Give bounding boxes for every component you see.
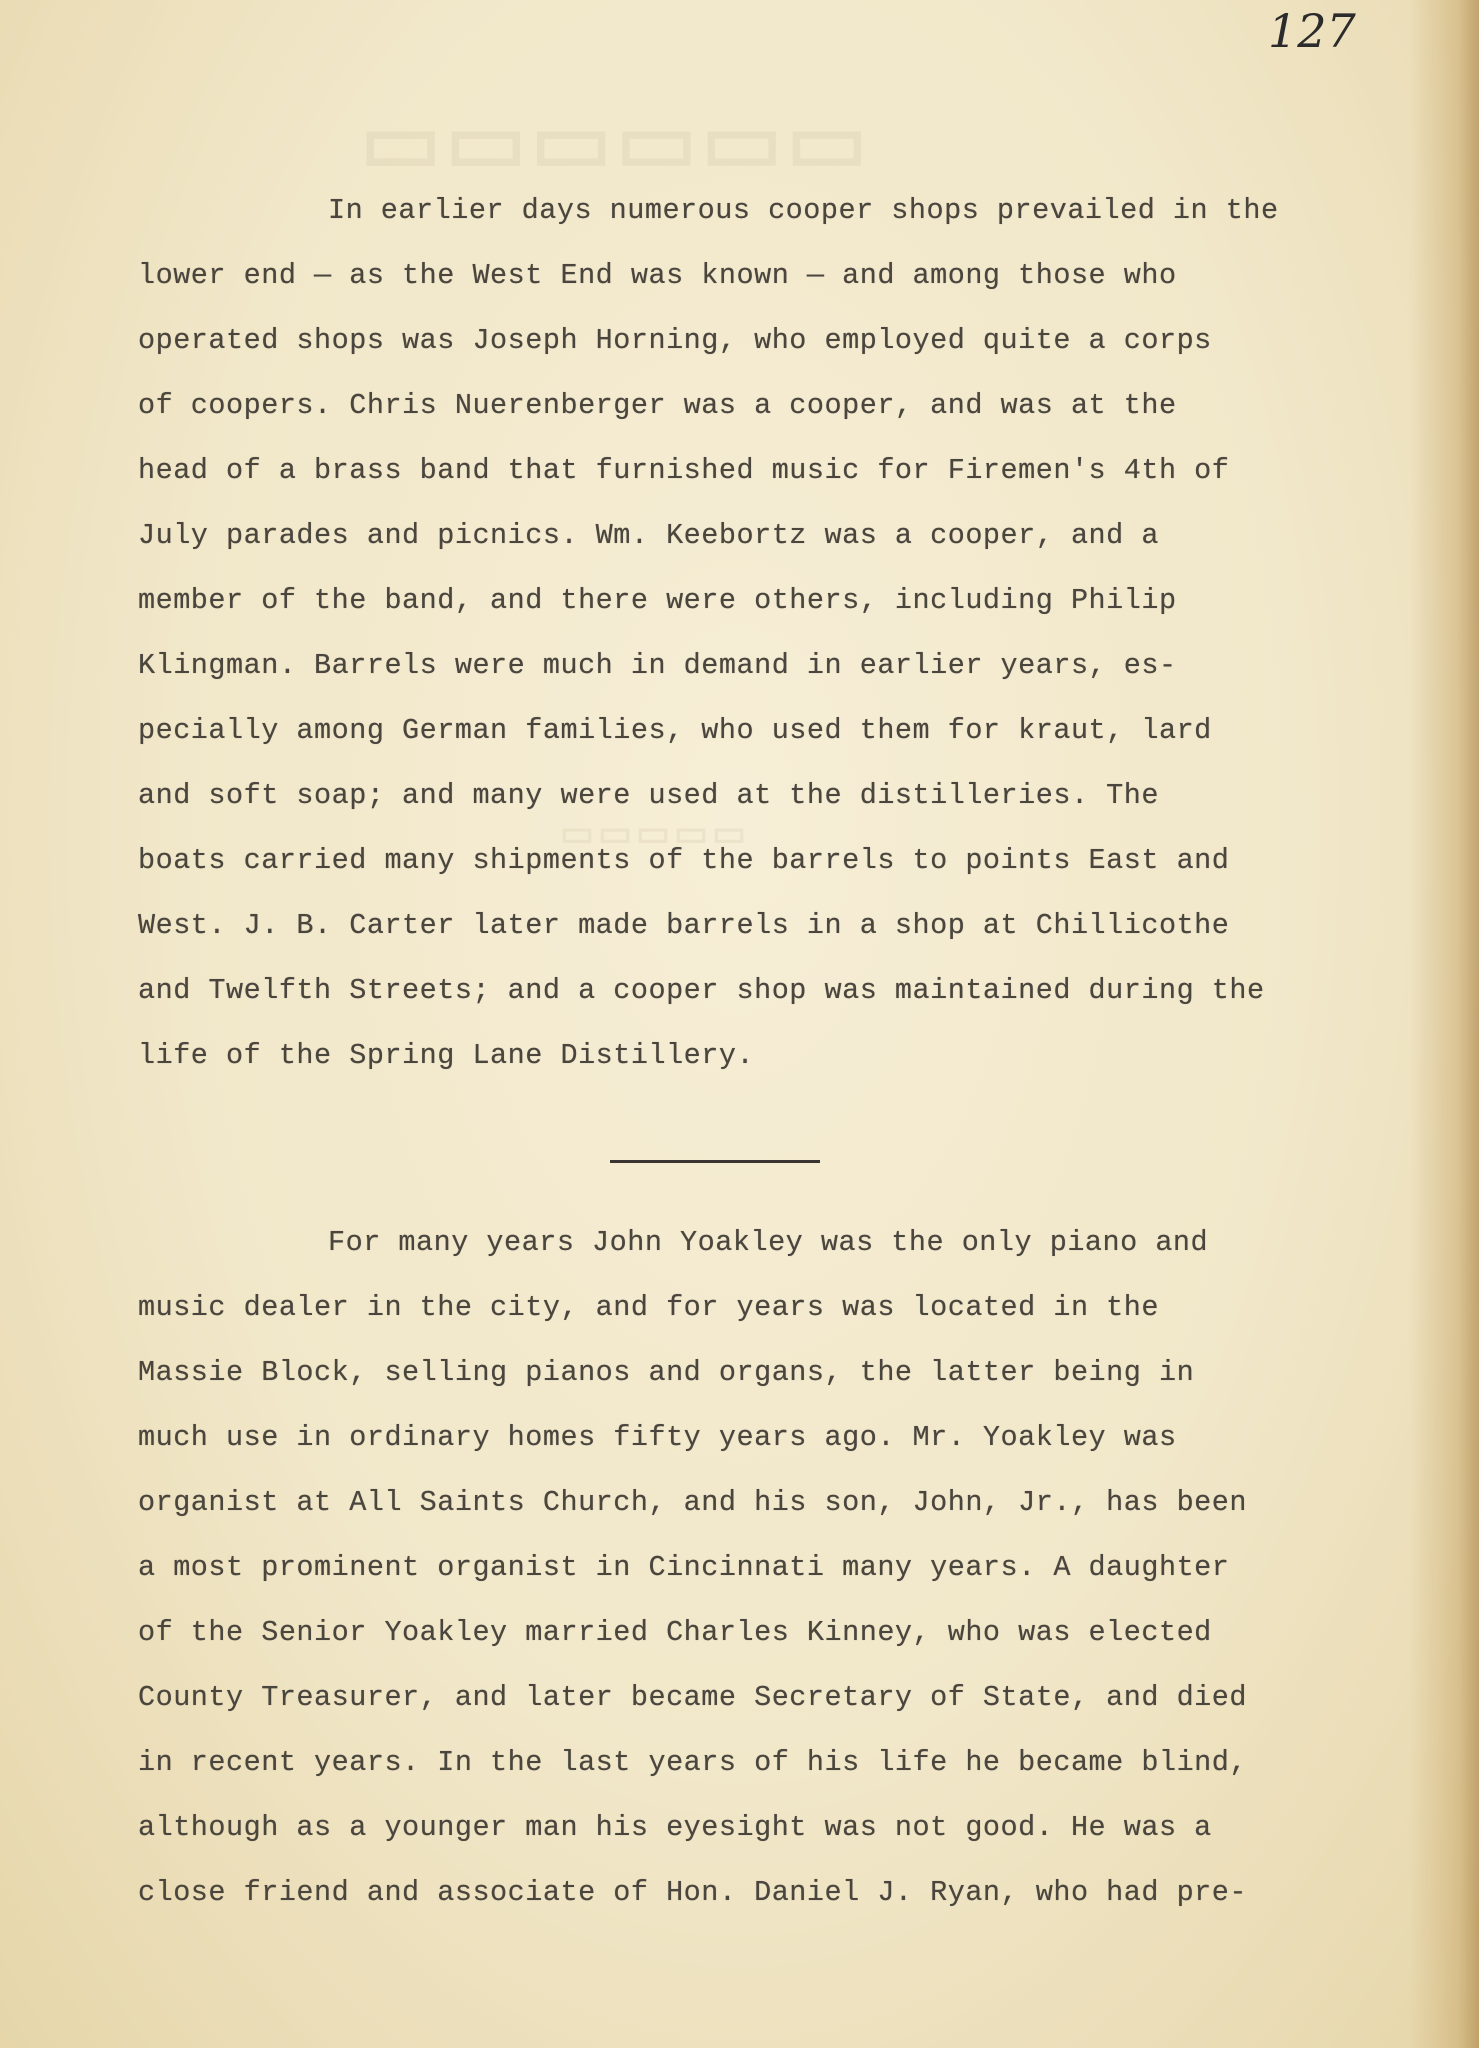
text-line: music dealer in the city, and for years was located in the	[138, 1291, 1159, 1324]
bleed-through-mark: ▭▭▭▭▭▭	[360, 94, 872, 190]
text-line: For many years John Yoakley was the only piano and	[328, 1226, 1209, 1259]
text-line: of the Senior Yoakley married Charles Kinney, who was elected	[138, 1616, 1212, 1649]
text-line: and soft soap; and many were used at the distilleries. The	[138, 779, 1159, 812]
text-line: July parades and picnics. Wm. Keebortz was a cooper, and a	[138, 519, 1159, 552]
text-line: of coopers. Chris Nuerenberger was a cooper, and was at the	[138, 389, 1177, 422]
text-line: lower end — as the West End was known — and among those who	[138, 259, 1177, 292]
text-line: and Twelfth Streets; and a cooper shop was maintained during the	[138, 974, 1265, 1007]
text-line: In earlier days numerous cooper shops prevailed in the	[328, 194, 1279, 227]
text-line: West. J. B. Carter later made barrels in a shop at Chillicothe	[138, 909, 1230, 942]
section-divider	[610, 1160, 820, 1163]
text-line: close friend and associate of Hon. Daniel J. Ryan, who had pre-	[138, 1876, 1247, 1909]
text-line: Massie Block, selling pianos and organs, the latter being in	[138, 1356, 1195, 1389]
text-line: organist at All Saints Church, and his son, John, Jr., has been	[138, 1486, 1247, 1519]
text-line: pecially among German families, who used them for kraut, lard	[138, 714, 1212, 747]
bleed-through-mark: ▭▭▭▭▭	[560, 813, 751, 853]
text-line: head of a brass band that furnished music for Firemen's 4th of	[138, 454, 1230, 487]
text-line: boats carried many shipments of the barrels to points East and	[138, 844, 1230, 877]
text-line: much use in ordinary homes fifty years ago. Mr. Yoakley was	[138, 1421, 1177, 1454]
text-line: in recent years. In the last years of his life he became blind,	[138, 1746, 1247, 1779]
text-line: life of the Spring Lane Distillery.	[138, 1039, 755, 1072]
paragraph-1	[138, 178, 1378, 1088]
page-number: 127	[1268, 4, 1356, 58]
text-line: member of the band, and there were others, including Philip	[138, 584, 1177, 617]
text-line: a most prominent organist in Cincinnati many years. A daughter	[138, 1551, 1230, 1584]
text-line: although as a younger man his eyesight was not good. He was a	[138, 1811, 1212, 1844]
text-line: County Treasurer, and later became Secretary of State, and died	[138, 1681, 1247, 1714]
text-line: operated shops was Joseph Horning, who employed quite a corps	[138, 324, 1212, 357]
paragraph-2	[138, 1210, 1378, 1925]
text-line: Klingman. Barrels were much in demand in earlier years, es-	[138, 649, 1177, 682]
